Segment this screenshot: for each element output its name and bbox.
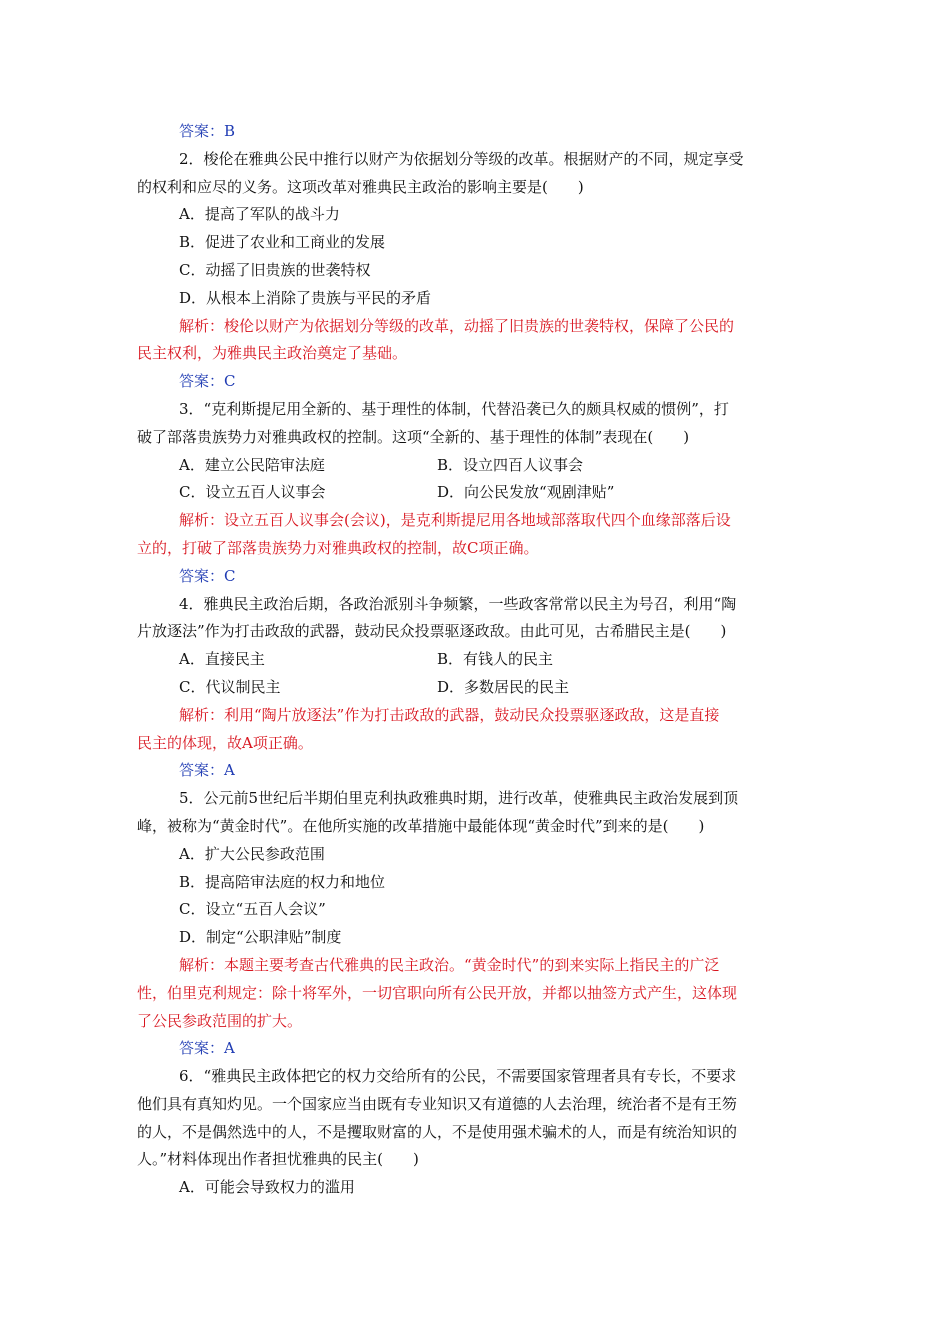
q4-options-row2 [137,674,817,702]
q3-option-a: A．建立公民陪审法庭 [179,455,325,474]
q4-options-row1 [137,646,817,674]
q4-answer [137,757,817,785]
q5-explanation-line3: 了公民参政范围的扩大。 [137,1011,303,1030]
question-list [137,118,817,1202]
q2-stem-line2: 的权利和应尽的义务。这项改革对雅典民主政治的影响主要是( ) [137,177,584,196]
q2-explanation-line1 [137,313,817,341]
answer-value: A [224,761,235,780]
q5-answer [137,1035,817,1063]
explanation-text: 本题主要考查古代雅典的民主政治。“黄金时代”的到来实际上指民主的广泛 [224,955,720,974]
answer-value: B [224,122,236,140]
answer-label: 答案： [179,566,225,585]
q2-answer [137,368,817,396]
q3-stem-line2: 破了部落贵族势力对雅典政权的控制。这项“全新的、基于理性的体制”表现在( ) [137,427,690,446]
q3-option-b: B．设立四百人议事会 [437,455,584,474]
q5-explanation-line1 [137,952,817,980]
q2-explanation-line2: 民主权利，为雅典民主政治奠定了基础。 [137,344,408,363]
q5-stem-line1: 5．公元前5世纪后半期伯里克利执政雅典时期，进行改革，使雅典民主政治发展到顶 [179,789,739,808]
q6-stem-line2: 他们具有真知灼见。一个国家应当由既有专业知识又有道德的人去治理，统治者不是有王笏 [137,1094,738,1113]
explanation-label: 解析： [179,316,225,335]
q5-explanation-line2: 性，伯里克利规定：除十将军外，一切官职向所有公民开放，并都以抽签方式产生，这体现 [137,983,738,1002]
q6-option-a: A．可能会导致权力的滥用 [179,1178,355,1197]
answer-value: C [224,566,236,585]
q3-options-row2 [137,479,817,507]
q2-option-b: B．促进了农业和工商业的发展 [179,233,386,252]
q3-options-row1 [137,452,817,480]
q6-stem-line4: 人。”材料体现出作者担忧雅典的民主( ) [137,1150,419,1169]
q4-stem-line2: 片放逐法”作为打击政敌的武器，鼓动民众投票驱逐政敌。由此可见，古希腊民主是( ) [137,622,727,641]
q4-explanation-line1 [137,702,817,730]
q3-stem-line1: 3．“克利斯提尼用全新的、基于理性的体制，代替沿袭已久的颇具权威的惯例”，打 [179,399,729,418]
q3-option-d: D．向公民发放“观剧津贴” [437,483,615,502]
q3-explanation-line1 [137,507,817,535]
q3-answer [137,563,817,591]
q4-option-b: B．有钱人的民主 [437,650,554,669]
q5-option-a: A．扩大公民参政范围 [179,844,325,863]
q4-explanation-line2: 民主的体现，故A项正确。 [137,733,313,752]
q3-explanation-line2: 立的，打破了部落贵族势力对雅典政权的控制，故C项正确。 [137,538,539,557]
q5-stem-line2: 峰，被称为“黄金时代”。在他所实施的改革措施中最能体现“黄金时代”到来的是( ) [137,816,705,835]
q5-option-c: C．设立“五百人会议” [179,900,326,919]
q2-stem-line1: 2．梭伦在雅典公民中推行以财产为依据划分等级的改革。根据财产的不同，规定享受 [179,149,744,168]
q6-stem-line1: 6．“雅典民主政体把它的权力交给所有的公民，不需要国家管理者具有专长，不要求 [179,1067,737,1086]
explanation-text: 利用“陶片放逐法”作为打击政敌的武器，鼓动民众投票驱逐政敌，这是直接 [224,705,720,724]
answer-value: C [224,372,236,391]
q2-option-d: D．从根本上消除了贵族与平民的矛盾 [179,288,432,307]
explanation-label: 解析： [179,705,225,724]
answer-label: 答案： [179,372,225,391]
q3-option-c: C．设立五百人议事会 [179,483,326,502]
answer-label: 答案： [179,1039,225,1058]
explanation-text: 梭伦以财产为依据划分等级的改革，动摇了旧贵族的世袭特权，保障了公民的 [224,316,735,335]
q4-option-c: C．代议制民主 [179,677,281,696]
q5-option-d: D．制定“公职津贴”制度 [179,928,342,947]
q1-answer [137,118,817,146]
q6-stem-line3: 的人，不是偶然选中的人，不是攫取财富的人，不是使用强术骗术的人，而是有统治知识的 [137,1122,738,1141]
answer-value: A [224,1039,235,1058]
answer-label: 答案： [179,761,225,780]
q4-option-d: D．多数居民的民主 [437,677,570,696]
q2-option-a: A．提高了军队的战斗力 [179,205,340,224]
q4-stem-line1: 4．雅典民主政治后期，各政治派别斗争频繁，一些政客常常以民主为号召，利用“陶 [179,594,737,613]
answer-label: 答案： [179,122,225,140]
q4-option-a: A．直接民主 [179,650,265,669]
explanation-label: 解析： [179,511,225,530]
q2-option-c: C．动摇了旧贵族的世袭特权 [179,260,371,279]
explanation-text: 设立五百人议事会(会议)，是克利斯提尼用各地域部落取代四个血缘部落后设 [224,511,731,530]
explanation-label: 解析： [179,955,225,974]
q5-option-b: B．提高陪审法庭的权力和地位 [179,872,386,891]
